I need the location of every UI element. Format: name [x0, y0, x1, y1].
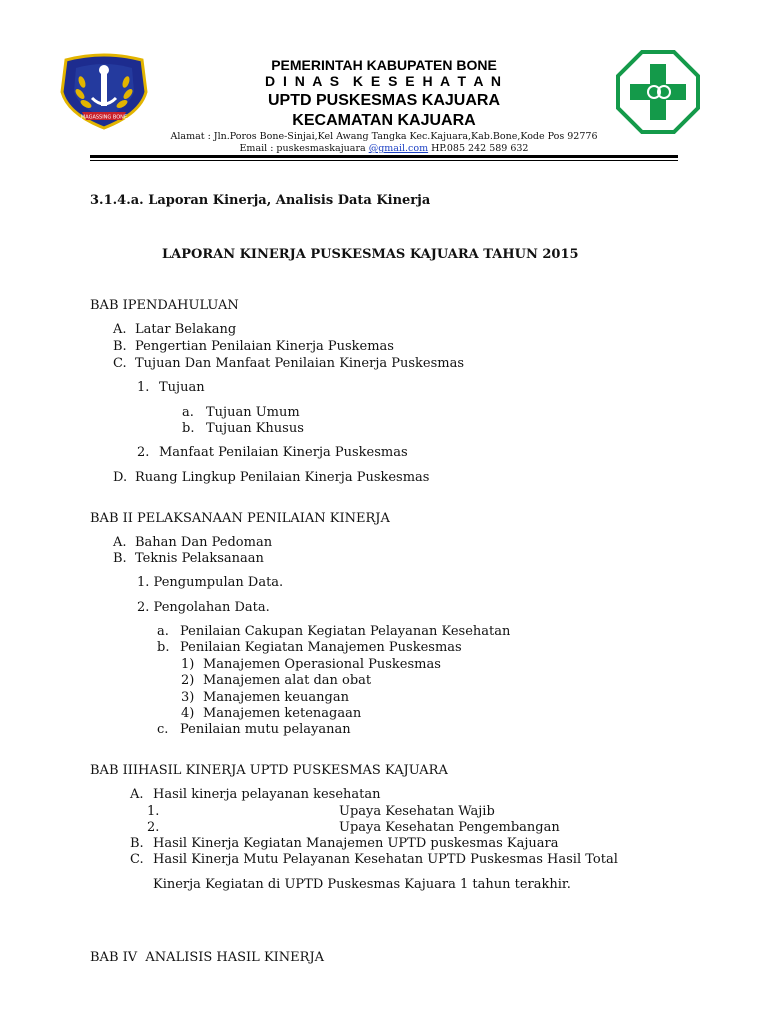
list-marker: b.: [182, 421, 195, 436]
bab3-item-c-continuation: Kinerja Kegiatan di UPTD Puskesmas Kajuara 1 tahun terakhir.: [153, 877, 571, 892]
list-marker: c.: [157, 722, 169, 737]
bab2-num-2: [181, 673, 371, 688]
header-address: Alamat : Jln.Poros Bone-Sinjai,Kel Awang Tangka Kec.Kajuara,Kab.Bone,Kode Pos 92776: [170, 131, 598, 142]
list-text: Penilaian Cakupan Kegiatan Pelayanan Kesehatan: [180, 624, 511, 639]
bab2-num-3: [181, 690, 349, 705]
list-text: Manajemen ketenagaan: [203, 706, 362, 721]
bab3-item-b: [130, 836, 558, 851]
list-marker: b.: [157, 640, 170, 655]
bab3-item-c: [130, 852, 618, 867]
list-marker: C.: [130, 852, 144, 867]
list-text: Tujuan Umum: [206, 405, 300, 420]
email-label: Email : puskesmaskajuara: [239, 143, 369, 154]
list-text: Penilaian Kegiatan Manajemen Puskesmas: [180, 640, 462, 655]
list-marker: B.: [113, 551, 127, 566]
bab3-title: BAB IIIHASIL KINERJA UPTD PUSKESMAS KAJUARA: [90, 763, 448, 778]
list-marker: B.: [113, 339, 127, 354]
header-district: KECAMATAN KAJUARA: [292, 112, 476, 129]
report-title: LAPORAN KINERJA PUSKESMAS KAJUARA TAHUN 2015: [162, 247, 579, 262]
list-marker: D.: [113, 470, 128, 485]
bab2-sub-2: 2. Pengolahan Data.: [137, 600, 270, 615]
list-marker: 4): [181, 706, 195, 721]
header-divider-thick: [90, 155, 678, 158]
bab3-sub-2: [147, 820, 560, 835]
bone-regency-emblem: [56, 52, 152, 130]
bab2-sub-2-b: [157, 640, 462, 655]
bab1-sub-2: [137, 445, 408, 460]
bab3-sub-1: [147, 804, 495, 819]
list-marker: A.: [130, 787, 144, 802]
bab2-item-b: [113, 551, 264, 566]
bab2-sub-2-c: [157, 722, 351, 737]
list-marker: C.: [113, 356, 127, 371]
list-text: Manajemen alat dan obat: [203, 673, 372, 688]
header-divider-thin: [90, 160, 678, 161]
header-puskesmas: UPTD PUSKESMAS KAJUARA: [267, 92, 501, 109]
bab2-num-1: [181, 657, 441, 672]
green-cross-puskesmas-emblem: [612, 46, 704, 138]
bab1-sub-1-a: [182, 405, 300, 420]
header-government: PEMERINTAH KABUPATEN BONE: [271, 57, 497, 73]
bab1-sub-1: [137, 380, 205, 395]
bab1-item-d: [113, 470, 429, 485]
list-marker: 1.: [147, 804, 160, 819]
list-text: Tujuan Khusus: [206, 421, 304, 436]
bab2-item-a: [113, 535, 272, 550]
list-marker: 1): [181, 657, 195, 672]
list-text: Upaya Kesehatan Pengembangan: [339, 820, 560, 835]
list-text: Hasil kinerja pelayanan kesehatan: [153, 787, 381, 802]
list-marker: A.: [113, 322, 127, 337]
section-heading: 3.1.4.a. Laporan Kinerja, Analisis Data Kinerja: [90, 193, 431, 208]
phone-number: HP.085 242 589 632: [428, 143, 529, 154]
list-marker: a.: [157, 624, 169, 639]
list-text: Latar Belakang: [135, 322, 237, 337]
list-text: Tujuan Dan Manfaat Penilaian Kinerja Puskesmas: [135, 356, 465, 371]
list-marker: 2.: [147, 820, 160, 835]
bab2-sub-1: 1. Pengumpulan Data.: [137, 575, 284, 590]
header-contact: [100, 143, 668, 154]
bab1-item-b: [113, 339, 394, 354]
list-text: Bahan Dan Pedoman: [135, 535, 273, 550]
bab1-item-c: [113, 356, 464, 371]
bab1-title: BAB IPENDAHULUAN: [90, 298, 239, 313]
list-marker: B.: [130, 836, 144, 851]
bab4-title: BAB IV ANALISIS HASIL KINERJA: [90, 950, 325, 965]
list-text: Ruang Lingkup Penilaian Kinerja Puskesmas: [135, 470, 430, 485]
list-text: Tujuan: [159, 380, 205, 395]
emblem-motto: MAGASSING BONE: [80, 114, 128, 121]
list-text: Pengertian Penilaian Kinerja Puskemas: [135, 339, 394, 354]
bab1-item-a: [113, 322, 236, 337]
bab2-num-4: [181, 706, 361, 721]
list-text: Manajemen Operasional Puskesmas: [203, 657, 441, 672]
list-text: Hasil Kinerja Mutu Pelayanan Kesehatan UPTD Puskesmas Hasil Total: [153, 852, 618, 867]
list-marker: 2.: [137, 445, 150, 460]
bab2-sub-2-a: [157, 624, 510, 639]
list-text: Manfaat Penilaian Kinerja Puskesmas: [159, 445, 408, 460]
list-text: Manajemen keuangan: [203, 690, 349, 705]
list-marker: 2): [181, 673, 195, 688]
header-department: D I N A S K E S E H A T A N: [264, 73, 503, 89]
bab2-title: BAB II PELAKSANAAN PENILAIAN KINERJA: [90, 511, 390, 526]
list-marker: A.: [113, 535, 127, 550]
email-link[interactable]: @gmail.com: [368, 143, 429, 154]
list-text: Teknis Pelaksanaan: [135, 551, 264, 566]
list-text: Penilaian mutu pelayanan: [180, 722, 351, 737]
list-marker: 3): [181, 690, 195, 705]
list-marker: 1.: [137, 380, 150, 395]
list-text: Upaya Kesehatan Wajib: [339, 804, 495, 819]
list-text: Hasil Kinerja Kegiatan Manajemen UPTD puskesmas Kajuara: [153, 836, 559, 851]
bab3-item-a: [130, 787, 381, 802]
bab1-sub-1-b: [182, 421, 304, 436]
list-marker: a.: [182, 405, 194, 420]
